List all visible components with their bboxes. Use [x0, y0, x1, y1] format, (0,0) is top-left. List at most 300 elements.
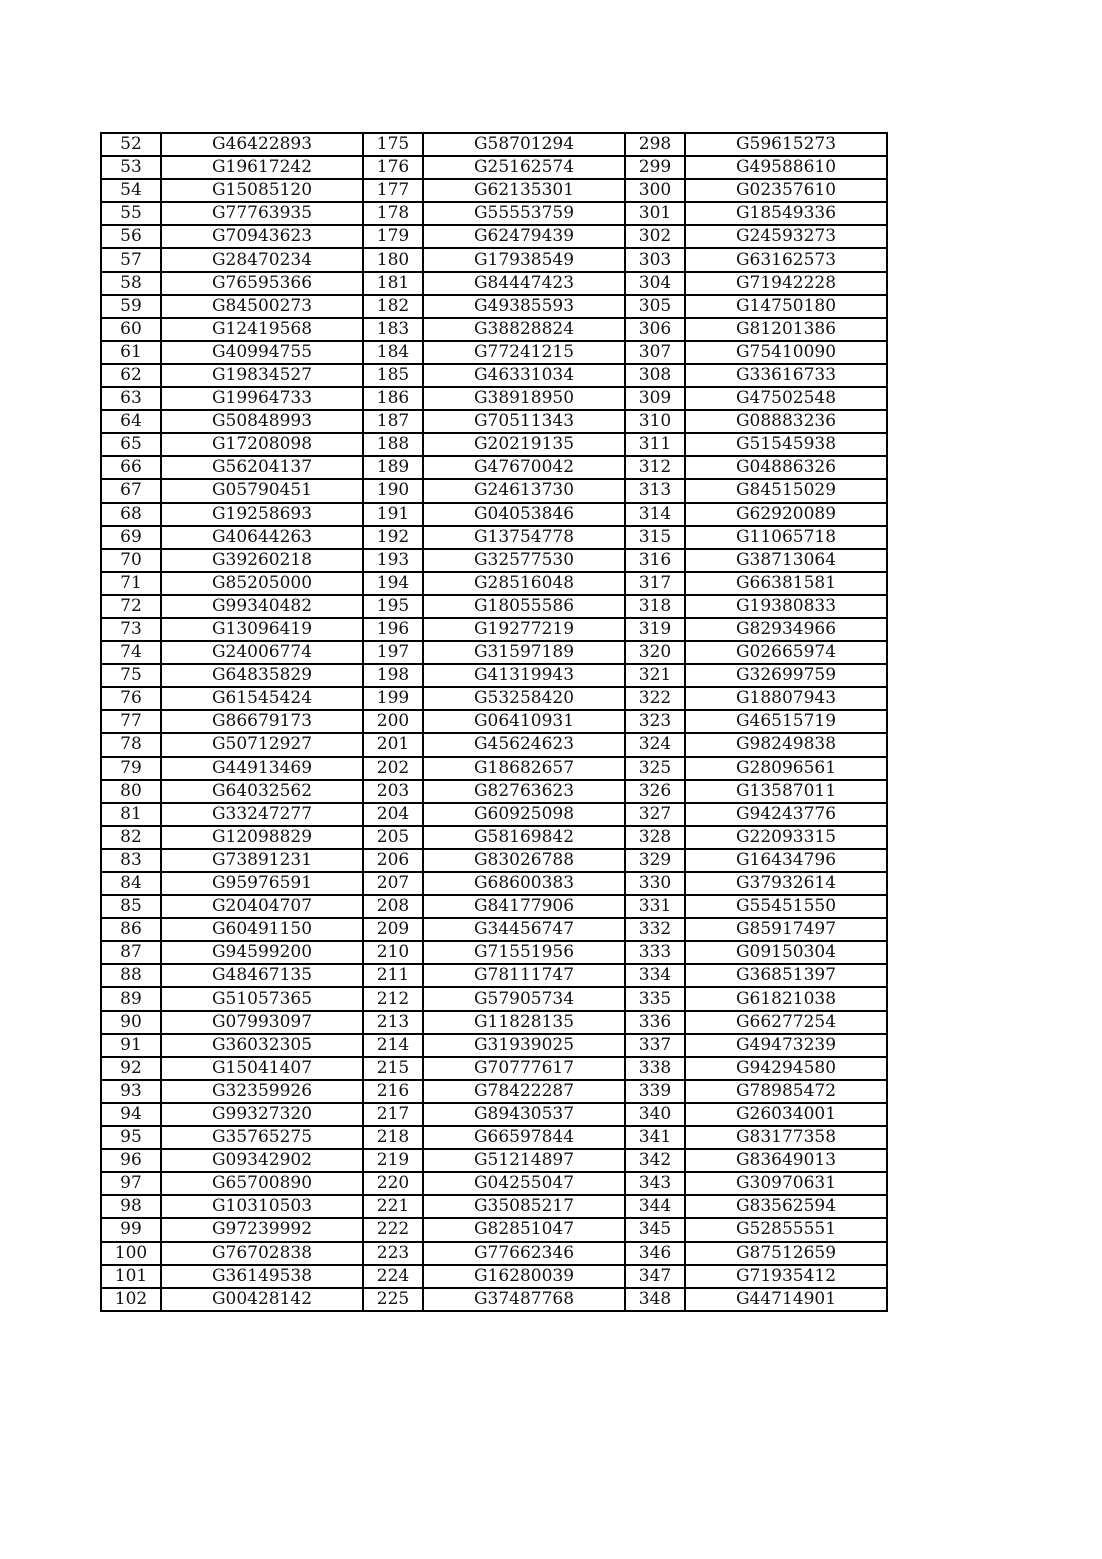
code-cell: G45624623 — [423, 733, 625, 756]
code-cell: G08883236 — [685, 410, 887, 433]
code-cell: G38918950 — [423, 387, 625, 410]
table-row — [101, 1126, 887, 1149]
serial-number-cell: 344 — [625, 1195, 685, 1218]
code-cell: G52855551 — [685, 1218, 887, 1241]
code-cell: G84515029 — [685, 479, 887, 502]
serial-number-cell: 308 — [625, 364, 685, 387]
table-row — [101, 710, 887, 733]
code-cell: G36149538 — [161, 1265, 363, 1288]
serial-number-cell: 183 — [363, 318, 423, 341]
code-cell: G11828135 — [423, 1011, 625, 1034]
serial-number-cell: 182 — [363, 295, 423, 318]
code-cell: G09342902 — [161, 1149, 363, 1172]
serial-number-cell: 57 — [101, 248, 161, 271]
code-cell: G46422893 — [161, 133, 363, 156]
serial-number-cell: 63 — [101, 387, 161, 410]
code-cell: G44714901 — [685, 1288, 887, 1311]
serial-number-cell: 339 — [625, 1080, 685, 1103]
serial-number-cell: 325 — [625, 757, 685, 780]
code-cell: G66381581 — [685, 572, 887, 595]
serial-number-cell: 195 — [363, 595, 423, 618]
code-cell: G47670042 — [423, 456, 625, 479]
code-cell: G58701294 — [423, 133, 625, 156]
code-cell: G18549336 — [685, 202, 887, 225]
code-cell: G35765275 — [161, 1126, 363, 1149]
serial-number-cell: 315 — [625, 526, 685, 549]
serial-number-cell: 91 — [101, 1034, 161, 1057]
code-cell: G64032562 — [161, 780, 363, 803]
table-row — [101, 872, 887, 895]
code-cell: G57905734 — [423, 987, 625, 1010]
code-cell: G68600383 — [423, 872, 625, 895]
serial-number-cell: 331 — [625, 895, 685, 918]
table-row — [101, 272, 887, 295]
code-cell: G47502548 — [685, 387, 887, 410]
table-row — [101, 133, 887, 156]
code-cell: G13587011 — [685, 780, 887, 803]
table-row — [101, 526, 887, 549]
serial-number-cell: 316 — [625, 549, 685, 572]
table-row — [101, 387, 887, 410]
code-cell: G85917497 — [685, 918, 887, 941]
table-row — [101, 341, 887, 364]
code-cell: G85205000 — [161, 572, 363, 595]
code-cell: G25162574 — [423, 156, 625, 179]
code-cell: G78985472 — [685, 1080, 887, 1103]
code-cell: G86679173 — [161, 710, 363, 733]
table-row — [101, 1242, 887, 1265]
code-cell: G13754778 — [423, 526, 625, 549]
code-cell: G71551956 — [423, 941, 625, 964]
serial-number-cell: 302 — [625, 225, 685, 248]
code-cell: G70777617 — [423, 1057, 625, 1080]
code-cell: G31939025 — [423, 1034, 625, 1057]
serial-number-cell: 85 — [101, 895, 161, 918]
serial-number-cell: 56 — [101, 225, 161, 248]
serial-number-cell: 298 — [625, 133, 685, 156]
serial-number-cell: 71 — [101, 572, 161, 595]
serial-number-cell: 212 — [363, 987, 423, 1010]
code-cell: G17938549 — [423, 248, 625, 271]
code-cell: G71935412 — [685, 1265, 887, 1288]
serial-number-cell: 187 — [363, 410, 423, 433]
code-cell: G55553759 — [423, 202, 625, 225]
code-cell: G83177358 — [685, 1126, 887, 1149]
code-cell: G58169842 — [423, 826, 625, 849]
serial-number-cell: 213 — [363, 1011, 423, 1034]
table-row — [101, 479, 887, 502]
serial-number-cell: 336 — [625, 1011, 685, 1034]
serial-number-cell: 74 — [101, 641, 161, 664]
table-row — [101, 987, 887, 1010]
table-row — [101, 202, 887, 225]
serial-number-cell: 178 — [363, 202, 423, 225]
serial-number-cell: 327 — [625, 803, 685, 826]
serial-number-cell: 330 — [625, 872, 685, 895]
table-row — [101, 641, 887, 664]
serial-number-cell: 180 — [363, 248, 423, 271]
code-cell: G28470234 — [161, 248, 363, 271]
code-cell: G02357610 — [685, 179, 887, 202]
serial-number-cell: 73 — [101, 618, 161, 641]
serial-number-cell: 83 — [101, 849, 161, 872]
serial-number-cell: 203 — [363, 780, 423, 803]
code-cell: G77763935 — [161, 202, 363, 225]
serial-number-cell: 67 — [101, 479, 161, 502]
code-cell: G95976591 — [161, 872, 363, 895]
code-cell: G33616733 — [685, 364, 887, 387]
code-cell: G78422287 — [423, 1080, 625, 1103]
serial-number-cell: 324 — [625, 733, 685, 756]
code-cell: G84177906 — [423, 895, 625, 918]
code-cell: G50848993 — [161, 410, 363, 433]
serial-number-cell: 321 — [625, 664, 685, 687]
code-cell: G24593273 — [685, 225, 887, 248]
code-cell: G98249838 — [685, 733, 887, 756]
code-cell: G61545424 — [161, 687, 363, 710]
table-row — [101, 664, 887, 687]
serial-number-cell: 96 — [101, 1149, 161, 1172]
serial-number-cell: 341 — [625, 1126, 685, 1149]
serial-number-cell: 200 — [363, 710, 423, 733]
serial-number-cell: 87 — [101, 941, 161, 964]
serial-number-cell: 177 — [363, 179, 423, 202]
code-cell: G20219135 — [423, 433, 625, 456]
code-cell: G28516048 — [423, 572, 625, 595]
table-row — [101, 503, 887, 526]
code-cell: G99340482 — [161, 595, 363, 618]
table-row — [101, 1265, 887, 1288]
code-cell: G12098829 — [161, 826, 363, 849]
table-row — [101, 687, 887, 710]
serial-number-cell: 319 — [625, 618, 685, 641]
serial-number-cell: 335 — [625, 987, 685, 1010]
code-cell: G24006774 — [161, 641, 363, 664]
serial-number-cell: 197 — [363, 641, 423, 664]
serial-number-cell: 329 — [625, 849, 685, 872]
code-cell: G60491150 — [161, 918, 363, 941]
code-cell: G09150304 — [685, 941, 887, 964]
table-row — [101, 1172, 887, 1195]
code-cell: G51057365 — [161, 987, 363, 1010]
serial-number-cell: 310 — [625, 410, 685, 433]
code-cell: G56204137 — [161, 456, 363, 479]
code-cell: G83026788 — [423, 849, 625, 872]
code-cell: G06410931 — [423, 710, 625, 733]
serial-number-cell: 311 — [625, 433, 685, 456]
code-cell: G99327320 — [161, 1103, 363, 1126]
serial-number-cell: 328 — [625, 826, 685, 849]
code-cell: G76595366 — [161, 272, 363, 295]
code-cell: G40994755 — [161, 341, 363, 364]
code-cell: G59615273 — [685, 133, 887, 156]
table-row — [101, 433, 887, 456]
code-cell: G49588610 — [685, 156, 887, 179]
serial-number-cell: 61 — [101, 341, 161, 364]
serial-number-cell: 181 — [363, 272, 423, 295]
code-cell: G40644263 — [161, 526, 363, 549]
serial-number-cell: 81 — [101, 803, 161, 826]
serial-number-cell: 176 — [363, 156, 423, 179]
code-cell: G15041407 — [161, 1057, 363, 1080]
code-cell: G61821038 — [685, 987, 887, 1010]
serial-number-cell: 340 — [625, 1103, 685, 1126]
code-cell: G32577530 — [423, 549, 625, 572]
serial-number-cell: 80 — [101, 780, 161, 803]
serial-number-cell: 303 — [625, 248, 685, 271]
serial-number-cell: 90 — [101, 1011, 161, 1034]
serial-number-cell: 88 — [101, 964, 161, 987]
serial-number-cell: 220 — [363, 1172, 423, 1195]
code-cell: G62135301 — [423, 179, 625, 202]
table-row — [101, 849, 887, 872]
code-cell: G51214897 — [423, 1149, 625, 1172]
code-cell: G28096561 — [685, 757, 887, 780]
serial-number-cell: 320 — [625, 641, 685, 664]
serial-number-cell: 100 — [101, 1242, 161, 1265]
serial-number-cell: 300 — [625, 179, 685, 202]
serial-number-cell: 60 — [101, 318, 161, 341]
serial-number-cell: 198 — [363, 664, 423, 687]
serial-number-cell: 201 — [363, 733, 423, 756]
serial-number-cell: 66 — [101, 456, 161, 479]
table-row — [101, 549, 887, 572]
serial-number-cell: 219 — [363, 1149, 423, 1172]
code-cell: G36851397 — [685, 964, 887, 987]
table-row — [101, 1103, 887, 1126]
code-cell: G94243776 — [685, 803, 887, 826]
serial-number-cell: 342 — [625, 1149, 685, 1172]
serial-number-cell: 222 — [363, 1218, 423, 1241]
code-cell: G18055586 — [423, 595, 625, 618]
serial-number-cell: 208 — [363, 895, 423, 918]
code-cell: G20404707 — [161, 895, 363, 918]
serial-number-cell: 72 — [101, 595, 161, 618]
code-cell: G53258420 — [423, 687, 625, 710]
serial-number-cell: 101 — [101, 1265, 161, 1288]
code-cell: G38828824 — [423, 318, 625, 341]
table-row — [101, 410, 887, 433]
serial-number-cell: 313 — [625, 479, 685, 502]
table-row — [101, 456, 887, 479]
serial-number-cell: 75 — [101, 664, 161, 687]
code-cell: G77241215 — [423, 341, 625, 364]
serial-number-cell: 215 — [363, 1057, 423, 1080]
code-cell: G87512659 — [685, 1242, 887, 1265]
code-cell: G94599200 — [161, 941, 363, 964]
serial-number-cell: 64 — [101, 410, 161, 433]
table-row — [101, 1034, 887, 1057]
serial-number-cell: 98 — [101, 1195, 161, 1218]
serial-number-cell: 224 — [363, 1265, 423, 1288]
serial-number-cell: 53 — [101, 156, 161, 179]
code-cell: G83562594 — [685, 1195, 887, 1218]
serial-number-cell: 221 — [363, 1195, 423, 1218]
table-row — [101, 780, 887, 803]
serial-number-cell: 179 — [363, 225, 423, 248]
code-cell: G07993097 — [161, 1011, 363, 1034]
code-cell: G34456747 — [423, 918, 625, 941]
table-row — [101, 1149, 887, 1172]
table-row — [101, 572, 887, 595]
table-row — [101, 595, 887, 618]
serial-number-cell: 189 — [363, 456, 423, 479]
serial-number-cell: 337 — [625, 1034, 685, 1057]
serial-number-cell: 79 — [101, 757, 161, 780]
serial-number-cell: 301 — [625, 202, 685, 225]
code-cell: G76702838 — [161, 1242, 363, 1265]
code-cell: G38713064 — [685, 549, 887, 572]
serial-number-cell: 206 — [363, 849, 423, 872]
table-row — [101, 803, 887, 826]
code-cell: G62920089 — [685, 503, 887, 526]
code-cell: G24613730 — [423, 479, 625, 502]
serial-number-cell: 202 — [363, 757, 423, 780]
serial-number-cell: 216 — [363, 1080, 423, 1103]
code-cell: G16434796 — [685, 849, 887, 872]
serial-number-cell: 184 — [363, 341, 423, 364]
code-cell: G41319943 — [423, 664, 625, 687]
registration-code-table — [100, 132, 888, 1312]
code-cell: G46331034 — [423, 364, 625, 387]
table-row — [101, 225, 887, 248]
serial-number-cell: 345 — [625, 1218, 685, 1241]
serial-number-cell: 218 — [363, 1126, 423, 1149]
code-cell: G19258693 — [161, 503, 363, 526]
serial-number-cell: 196 — [363, 618, 423, 641]
table-row — [101, 757, 887, 780]
code-cell: G82851047 — [423, 1218, 625, 1241]
table-row — [101, 295, 887, 318]
code-cell: G64835829 — [161, 664, 363, 687]
serial-number-cell: 207 — [363, 872, 423, 895]
code-cell: G02665974 — [685, 641, 887, 664]
serial-number-cell: 334 — [625, 964, 685, 987]
code-cell: G19964733 — [161, 387, 363, 410]
table-row — [101, 895, 887, 918]
code-cell: G73891231 — [161, 849, 363, 872]
serial-number-cell: 209 — [363, 918, 423, 941]
code-cell: G31597189 — [423, 641, 625, 664]
serial-number-cell: 205 — [363, 826, 423, 849]
code-cell: G48467135 — [161, 964, 363, 987]
table-row — [101, 248, 887, 271]
serial-number-cell: 223 — [363, 1242, 423, 1265]
code-cell: G63162573 — [685, 248, 887, 271]
serial-number-cell: 55 — [101, 202, 161, 225]
serial-number-cell: 94 — [101, 1103, 161, 1126]
table-row — [101, 1218, 887, 1241]
code-cell: G60925098 — [423, 803, 625, 826]
serial-number-cell: 332 — [625, 918, 685, 941]
code-cell: G37932614 — [685, 872, 887, 895]
serial-number-cell: 194 — [363, 572, 423, 595]
code-cell: G65700890 — [161, 1172, 363, 1195]
serial-number-cell: 347 — [625, 1265, 685, 1288]
serial-number-cell: 92 — [101, 1057, 161, 1080]
serial-number-cell: 217 — [363, 1103, 423, 1126]
code-cell: G66277254 — [685, 1011, 887, 1034]
code-cell: G84447423 — [423, 272, 625, 295]
serial-number-cell: 199 — [363, 687, 423, 710]
serial-number-cell: 211 — [363, 964, 423, 987]
code-cell: G32699759 — [685, 664, 887, 687]
code-cell: G18682657 — [423, 757, 625, 780]
serial-number-cell: 309 — [625, 387, 685, 410]
code-cell: G51545938 — [685, 433, 887, 456]
table-row — [101, 826, 887, 849]
serial-number-cell: 77 — [101, 710, 161, 733]
serial-number-cell: 68 — [101, 503, 161, 526]
table-row — [101, 733, 887, 756]
serial-number-cell: 62 — [101, 364, 161, 387]
serial-number-cell: 70 — [101, 549, 161, 572]
table-row — [101, 1195, 887, 1218]
serial-number-cell: 86 — [101, 918, 161, 941]
serial-number-cell: 93 — [101, 1080, 161, 1103]
serial-number-cell: 69 — [101, 526, 161, 549]
code-cell: G32359926 — [161, 1080, 363, 1103]
code-cell: G75410090 — [685, 341, 887, 364]
code-cell: G16280039 — [423, 1265, 625, 1288]
table-row — [101, 179, 887, 202]
table-row — [101, 941, 887, 964]
code-cell: G15085120 — [161, 179, 363, 202]
serial-number-cell: 204 — [363, 803, 423, 826]
code-cell: G30970631 — [685, 1172, 887, 1195]
code-cell: G37487768 — [423, 1288, 625, 1311]
table-body — [101, 133, 887, 1311]
table-row — [101, 964, 887, 987]
code-cell: G04255047 — [423, 1172, 625, 1195]
table-row — [101, 364, 887, 387]
table-row — [101, 918, 887, 941]
code-cell: G94294580 — [685, 1057, 887, 1080]
code-cell: G71942228 — [685, 272, 887, 295]
serial-number-cell: 214 — [363, 1034, 423, 1057]
serial-number-cell: 318 — [625, 595, 685, 618]
serial-number-cell: 192 — [363, 526, 423, 549]
serial-number-cell: 314 — [625, 503, 685, 526]
code-cell: G12419568 — [161, 318, 363, 341]
table-row — [101, 1080, 887, 1103]
serial-number-cell: 193 — [363, 549, 423, 572]
serial-number-cell: 188 — [363, 433, 423, 456]
code-cell: G17208098 — [161, 433, 363, 456]
code-cell: G36032305 — [161, 1034, 363, 1057]
serial-number-cell: 175 — [363, 133, 423, 156]
code-cell: G70511343 — [423, 410, 625, 433]
serial-number-cell: 346 — [625, 1242, 685, 1265]
serial-number-cell: 312 — [625, 456, 685, 479]
code-cell: G26034001 — [685, 1103, 887, 1126]
code-cell: G82934966 — [685, 618, 887, 641]
serial-number-cell: 306 — [625, 318, 685, 341]
serial-number-cell: 52 — [101, 133, 161, 156]
code-cell: G44913469 — [161, 757, 363, 780]
serial-number-cell: 191 — [363, 503, 423, 526]
code-cell: G97239992 — [161, 1218, 363, 1241]
serial-number-cell: 348 — [625, 1288, 685, 1311]
code-cell: G49473239 — [685, 1034, 887, 1057]
serial-number-cell: 59 — [101, 295, 161, 318]
serial-number-cell: 304 — [625, 272, 685, 295]
code-cell: G19834527 — [161, 364, 363, 387]
code-cell: G70943623 — [161, 225, 363, 248]
code-cell: G55451550 — [685, 895, 887, 918]
code-cell: G00428142 — [161, 1288, 363, 1311]
code-cell: G19380833 — [685, 595, 887, 618]
